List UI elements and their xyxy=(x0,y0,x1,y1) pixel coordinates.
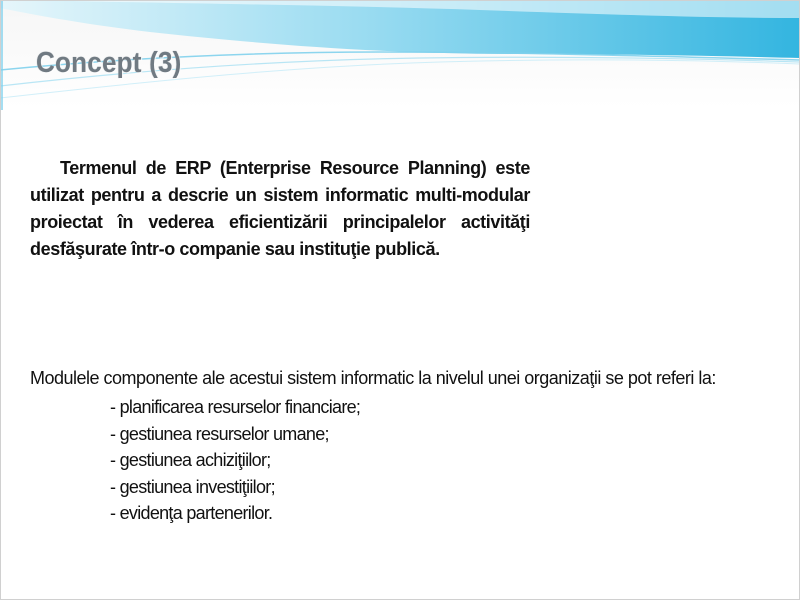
list-item: - planificarea resurselor financiare; xyxy=(110,397,361,417)
modules-intro-text: Modulele componente ale acestui sistem informatic la nivelul unei organizaţii se pot referi la: xyxy=(30,368,716,388)
list-item: - gestiunea investiţiilor; xyxy=(110,476,275,497)
modules-list xyxy=(30,394,738,527)
modules-section xyxy=(30,366,738,527)
erp-definition-paragraph: Termenul de ERP (Enterprise Resource Planning) este utilizat pentru a descrie un sistem informatic multi-modular proiectat în vederea eficientizării principalelor activităţi desfăşurate într-o companie sau instituţie publică. xyxy=(30,158,530,259)
slide-title: Concept (3) xyxy=(36,47,182,79)
list-item: - evidenţa partenerilor. xyxy=(110,503,273,523)
list-item: - gestiunea resurselor umane; xyxy=(110,423,329,444)
left-accent-bar xyxy=(0,0,3,110)
list-item: - gestiunea achiziţiilor; xyxy=(110,450,271,470)
